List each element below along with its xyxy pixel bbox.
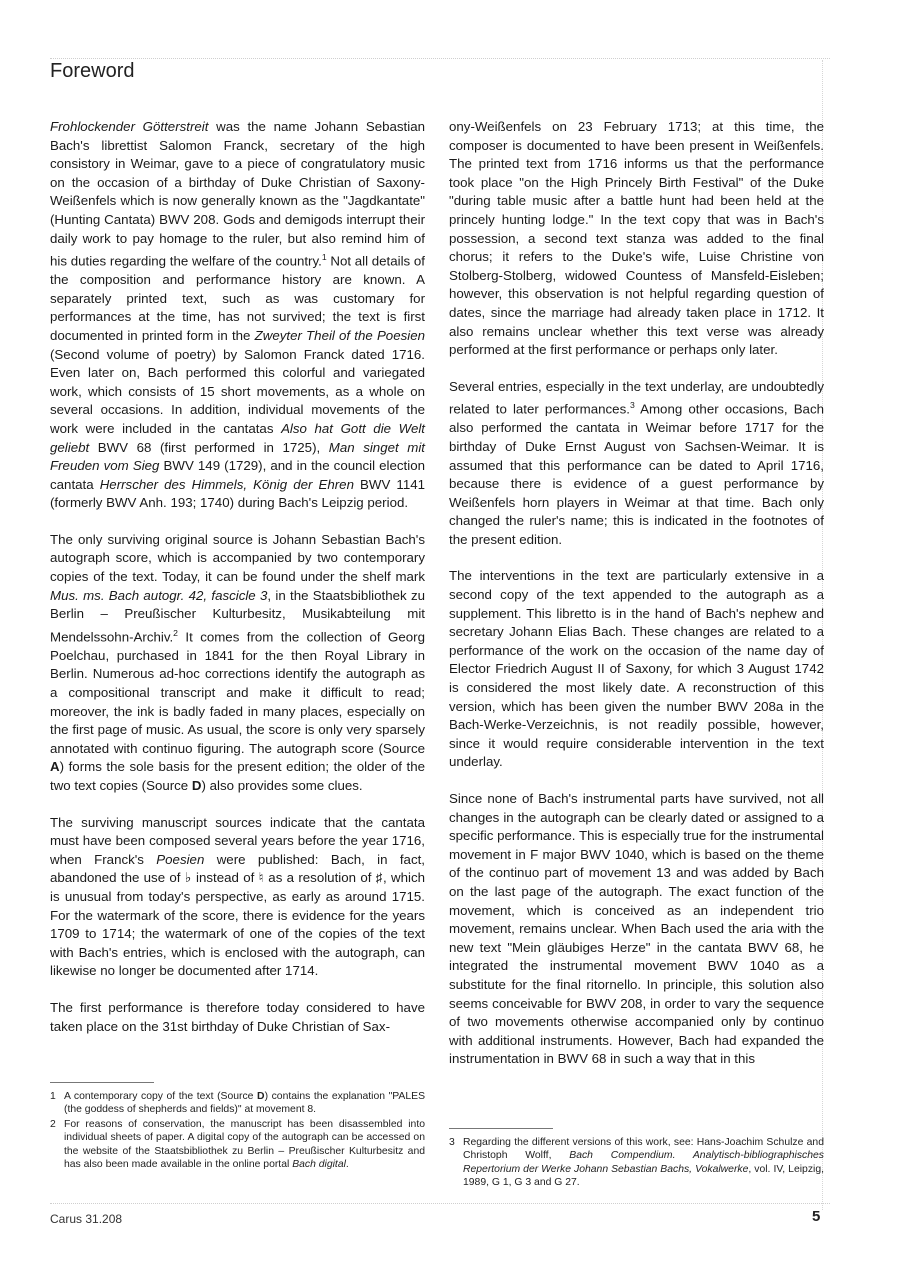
text-run: Man singet mit Freuden vom Sieg xyxy=(50,439,425,474)
paragraph xyxy=(50,814,425,981)
text-run: Regarding the different versions of this work, see: Hans-Joachim Schulze and Christoph Wolff, xyxy=(463,1137,824,1162)
text-run: BWV 68 (first performed in 1725), xyxy=(89,439,329,455)
text-run: Also hat Gott die Welt geliebt xyxy=(50,420,425,455)
left-column xyxy=(50,118,425,1036)
text-run: Among other occasions, Bach also performed the cantata in Weimar before 1717 for the birthday of Duke Ernst August von Sachsen-Weimar. It is assumed that this performance can be dated to April 1716, because there is evidence of a guest performance by Weißenfels horn players in Weimar at that time. Bach only changed the ruler's name; this is indicated in the footnotes of the present edition. xyxy=(449,401,824,547)
text-run: Several entries, especially in the text underlay, are undoubtedly related to later performances. xyxy=(449,378,824,417)
text-run: Mus. ms. Bach autogr. 42, fascicle 3 xyxy=(50,587,268,603)
text-run: ony-Weißenfels on 23 February 1713; at this time, the composer is documented to have been present in Weißenfels. The printed text from 1716 informs us that the performance took place "on the High Princely Birth Festival" of the Duke "during table music after a battle hunt had been held at the princely hunting lodge." In the text copy that was in Bach's possession, a second text stanza was added to the final chorus; it refers to the Duke's wife, Luise Christine von Stolberg-Stolberg, widowed Countess of Mansfeld-Eisleben; however, this observation is not helpful regarding question of dates, since the marriage had already taken place in 1712. It also remains unclear whether this text verse was already performed at the first performance or perhaps only later. xyxy=(449,119,824,358)
footnote xyxy=(449,1136,824,1190)
footnote-ref: 1 xyxy=(321,252,327,263)
footnote-number: 1 xyxy=(50,1091,56,1102)
text-run: Poesien xyxy=(156,851,205,867)
text-run: BWV 1141 (formerly BWV Anh. 193; 1740) during Bach's Leipzig period. xyxy=(50,476,426,511)
text-run: ) contains the explanation "PALES (the goddess of shepherds and fields)" at movement 8. xyxy=(64,1091,425,1116)
text-run: , in the Staatsbibliothek zu Berlin – Preußischer Kulturbesitz, Musikabteilung mit Mendelssohn-Archiv. xyxy=(50,587,425,645)
text-run: The surviving manuscript sources indicate that the cantata must have been composed several years before the year 1716, when Franck's xyxy=(50,814,425,867)
text-run: The interventions in the text are particularly extensive in a second copy of the text appended to the autograph as a supplement. This libretto is in the hand of Bach's nephew and secretary Johann Elias Bach. These changes are related to a performance of the work on the occasion of the name day of Elector Friedrich August II of Saxony, for which 3 August 1742 is considered the most likely date. A reconstruction of this version, which has been given the number BWV 208a in the Bach-Werke-Verzeichnis, is not readily possible, however, since it would require considerable intervention in the text underlay. xyxy=(449,568,824,770)
page-title: Foreword xyxy=(50,60,135,82)
text-run: D xyxy=(257,1091,265,1102)
footnotes-right xyxy=(449,1136,824,1191)
text-run: Not all details of the composition and performance history are known. A separately printed text, such as was customary for performances at the time, has not survived; the text is first documented in printed form in the xyxy=(50,253,425,343)
footnote-number: 3 xyxy=(449,1137,455,1148)
text-run: It comes from the collection of Georg Poelchau, purchased in 1841 for the then Royal Library in Berlin. Numerous ad-hoc corrections identify the autograph as a compositional transcript and make it difficult to read; moreover, the ink is badly faded in many places, especially on the first page of music. As usual, the score is only very sparsely annotated with continuo figuring. The autograph score (Source xyxy=(50,629,425,756)
paragraph xyxy=(449,790,824,1069)
footnote-ref: 2 xyxy=(173,627,178,638)
paragraph xyxy=(50,118,425,513)
text-run: were published: Bach, in fact, abandoned the use of ♭ instead of ♮ as a resolution of ♯, which is unusual from today's perspective, as early as around 1715. For the watermark of the score, there is evidence for the years 1709 to 1714; the watermark of one of the copies of the text with Bach's entries, which is enclosed with the autograph, can likewise no longer be documented after 1714. xyxy=(50,851,425,979)
footnote-ref: 3 xyxy=(629,400,635,411)
footnotes-left xyxy=(50,1090,425,1172)
footnote-rule-right xyxy=(449,1128,553,1129)
right-column xyxy=(449,118,824,1069)
footnote-number: 2 xyxy=(50,1118,56,1130)
page-number: 5 xyxy=(812,1208,821,1225)
paragraph xyxy=(50,531,425,796)
text-run: ) also provides some clues. xyxy=(201,778,363,794)
paragraph xyxy=(50,999,425,1036)
text-run: A xyxy=(50,759,60,775)
text-run: . xyxy=(345,1159,349,1171)
footer-publisher: Carus 31.208 xyxy=(50,1212,123,1226)
paragraph xyxy=(449,378,824,550)
footnote xyxy=(50,1118,425,1172)
text-run: Frohlockender Götterstreit xyxy=(50,119,209,134)
footnote xyxy=(50,1090,425,1117)
text-run: (Second volume of poetry) by Salomon Franck dated 1716. Even later on, Bach performed this colorful and variegated work, which consists of 15 short movements, as a whole on several occasions. In addition, individual movements of the work were included in the cantatas xyxy=(50,346,425,436)
text-run: ) forms the sole basis for the present edition; the older of the two text copies (Source xyxy=(50,759,425,794)
paragraph xyxy=(449,567,824,772)
footnote-rule-left xyxy=(50,1082,154,1083)
text-run: BWV 149 (1729), and in the council election cantata xyxy=(50,458,425,492)
guide-line-bottom xyxy=(50,1203,830,1204)
text-run: Bach digital xyxy=(292,1159,346,1171)
text-run: The only surviving original source is Johann Sebastian Bach's autograph score, which is accompanied by two contemporary copies of the text. Today, it can be found under the shelf mark xyxy=(50,531,425,585)
text-run: The first performance is therefore today considered to have taken place on the 31st birthday of Duke Christian of Sax- xyxy=(50,999,425,1034)
text-run: D xyxy=(191,778,202,794)
text-run: was the name Johann Sebastian Bach's librettist Salomon Franck, secretary of the high consistory in Weimar, gave to a piece of congratulatory music on the occasion of a birthday of Duke Christian of Saxony-Weißenfels which is now generally known as the "Jagdkantate" (Hunting Cantata) BWV 208. Gods and demigods interrupt their daily work to pay homage to the ruler, but also remind him of his duties regarding the welfare of the country. xyxy=(50,119,425,269)
text-run: Herrscher des Himmels, König der Ehren xyxy=(99,476,354,492)
text-run: Bach Compendium. Analytisch-bibliographisches Repertorium der Werke Johann Sebastian Bachs, Vokalwerke xyxy=(463,1150,824,1175)
guide-line-top xyxy=(50,58,830,59)
text-run: For reasons of conservation, the manuscript has been disassembled into individual sheets of paper. A digital copy of the autograph can be accessed on the website of the Staatsbibliothek zu Berlin – Preußischer Kulturbesitz and has also been made available in the online portal xyxy=(64,1118,425,1171)
text-run: Since none of Bach's instrumental parts have survived, not all changes in the autograph can be clearly dated or assigned to a specific performance. This is especially true for the instrumental movement in F major BWV 1040, which is based on the theme of the continuo part of movement 13 and was added by Bach on the last page of the autograph. The exact function of the movement, which is conceived as an independent trio movement, remains unclear. When Bach used the aria with the new text "Mein gläubiges Herze" in the cantata BWV 68, he integrated the instrumental movement BWV 1040 as a substitute for the final ritornello. In principle, this solution also seems conceivable for BWV 208, in order to vary the sequence of two movements otherwise accompanied only by continuo with additional instruments. However, Bach had expanded the instrumentation in BWV 68 in such a way that in this xyxy=(449,791,824,1067)
text-run: , vol. IV, Leipzig, 1989, G 1, G 3 and G 27. xyxy=(463,1163,824,1189)
text-run: Zweyter Theil of the Poesien xyxy=(254,327,425,343)
text-run: A contemporary copy of the text (Source xyxy=(64,1091,258,1102)
paragraph xyxy=(449,118,824,360)
